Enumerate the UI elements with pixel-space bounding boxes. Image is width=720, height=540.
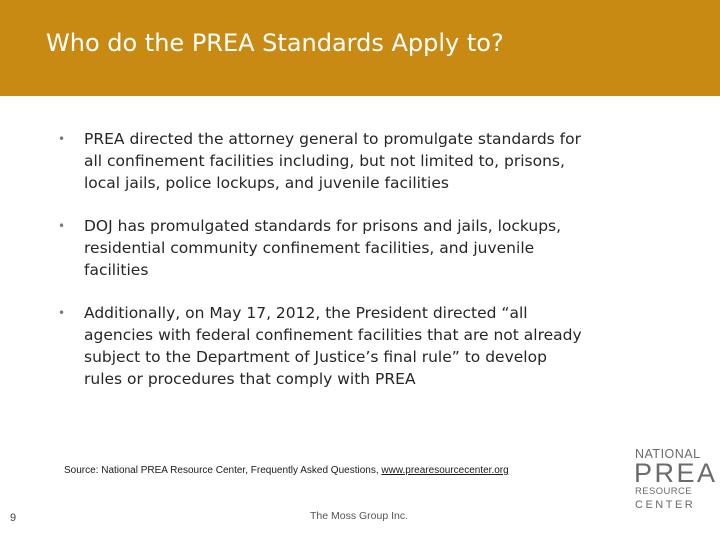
bullet-text: DOJ has promulgated standards for prisons and jails, lockups, residential community confinement facilities, and juvenile facilities [84, 217, 562, 279]
logo-line-resource: RESOURCE [635, 486, 693, 497]
slide-title: Who do the PREA Standards Apply to? [46, 29, 504, 57]
bullet-marker: • [58, 306, 66, 320]
logo-line-prea: PREA [634, 458, 718, 488]
bullet-item [58, 302, 678, 390]
header-band [0, 0, 720, 96]
source-link[interactable]: www.prearesourcecenter.org [381, 465, 509, 476]
bullet-marker: • [58, 132, 66, 146]
bullet-marker: • [58, 219, 66, 233]
source-prefix: Source: National PREA Resource Center, Frequently Asked Questions, [64, 465, 382, 476]
bullet-text: PREA directed the attorney general to promulgate standards for all confinement facilities including, but not limited to, prisons, local jails, police lockups, and juvenile facilities [84, 130, 581, 192]
prea-resource-center-logo [630, 447, 718, 518]
bullet-item [58, 215, 678, 281]
bullet-text: Additionally, on May 17, 2012, the President directed “all agencies with federal confinement facilities that are not already subject to the Department of Justice’s final rule” to develop rules or procedures that comply with PREA [84, 304, 582, 388]
source-note [64, 464, 509, 478]
bullet-item [58, 128, 678, 194]
logo-line-center: CENTER [635, 499, 696, 511]
page-number: 9 [10, 512, 17, 524]
footer-organization: The Moss Group Inc. [310, 510, 409, 522]
logo-line-national: NATIONAL [635, 447, 701, 461]
